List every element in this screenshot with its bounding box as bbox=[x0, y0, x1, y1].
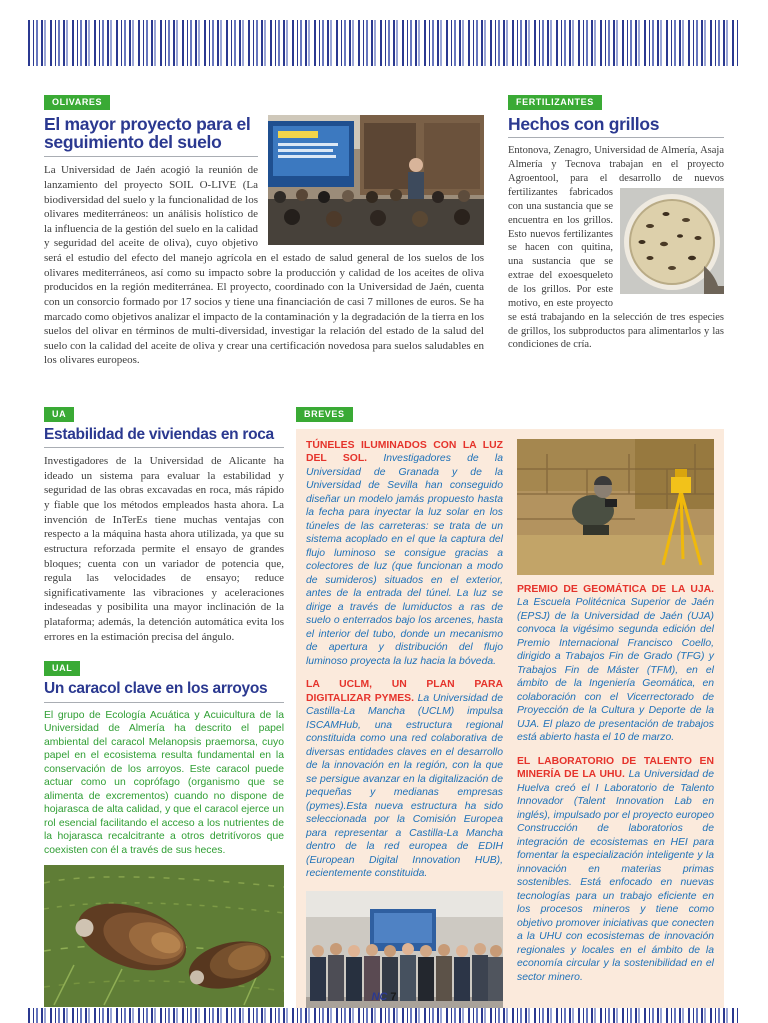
left-column bbox=[44, 404, 284, 1007]
decorative-stripes-bottom bbox=[28, 1008, 740, 1023]
snails-photo bbox=[44, 865, 284, 1007]
brief-uclm bbox=[306, 678, 503, 881]
conference-room-photo bbox=[268, 115, 484, 245]
article-title-ual: Un caracol clave en los arroyos bbox=[44, 681, 284, 703]
decorative-stripes-top bbox=[28, 20, 740, 66]
breves-column-left bbox=[306, 439, 503, 1023]
breves-section bbox=[296, 404, 724, 1023]
top-section bbox=[44, 92, 724, 392]
brief-uhu bbox=[517, 755, 714, 985]
article-title-ua: Estabilidad de viviendas en roca bbox=[44, 427, 284, 449]
article-fertilizantes bbox=[508, 92, 724, 352]
page-content bbox=[28, 66, 740, 1023]
brief-uja-body: La Escuela Politécnica Superior de Jaén (EPSJ) de la Universidad de Jaén (UJA) convoca la vigésimo segunda edición del Premio Internacional Francisco Coello, dirigido a Trabajos Fin de Grado (TFG) y Trabajos Fin de Máster (TFM), en el ámbito de la Ingeniería Geomática, en colaboración con el Vicerrectorado de Proyección de la Cultura y Deporte de la UJA. El plazo de presentación de trabajos está abierto hasta el 10 de marzo. bbox=[517, 597, 714, 744]
section-tag-breves: BREVES bbox=[296, 407, 353, 422]
brief-uhu-body: La Universidad de Huelva creó el I Laboratorio de Talento Innovador (Talent Innovation Lab en inglés), impulsado por el proyecto europeo Construcción de laboratorios de integración de ecosistemas en HEI para fomentar la especialización inteligente y la innovación en materias primas sostenibles. Está enfocado en nuevas tecnologías para un trabajo eficiente en los procesos mineros y tiene como objetivo promover iniciativas que conecten a la UHU con ecosistemas de innovación regionales y locales en el ámbito de la economía circular y la sostenibilidad en el sector minero. bbox=[517, 769, 714, 983]
page-number: 7 bbox=[390, 991, 397, 1003]
article-body-ual: El grupo de Ecología Acuática y Acuicultura de la Universidad de Almería ha descrito el papel ambiental del caracol Melanopsis praemorsa, cuyo papel en el ecosistema resulta fundamental en la conservación de los arroyos. Este caracol puede actuar como un coprófago (organismo que se alimenta de excrementos) cuando no dispone de hojarasca de alta calidad, y que el caracol ejerce un rol esencial facilitando el acceso a los nutrientes de la hojarasca recalcitrante a otros detritívoros que coexisten con él a través de sus heces. bbox=[44, 709, 284, 856]
article-ual bbox=[44, 658, 284, 1007]
brief-tuneles-title: TÚNELES ILUMINADOS CON LA LUZ DEL SOL. bbox=[306, 439, 503, 465]
article-olivares-inner bbox=[44, 115, 484, 369]
article-title-fertilizantes: Hechos con grillos bbox=[508, 115, 724, 139]
page-footer bbox=[0, 991, 768, 1003]
section-tag-fertilizantes: FERTILIZANTES bbox=[508, 95, 602, 110]
magazine-logo: NC bbox=[371, 991, 388, 1003]
article-body-ua: Investigadores de la Universidad de Alicante ha ideado un sistema para evaluar la estabilidad y seguridad de las obras excavadas en roca, más rápido y fiable que los métodos empleados hasta ahora. La invención de InTerEs tiene muchas ventajas con respecto a la máquina hasta ahora utilizada, ya que su estructura reforzada permite el ensayo de grandes bloques; cuenta con un variador de potencia que, regula las velocidades de ensayo; reduce significativamente las vibraciones y aceleraciones indeseadas y posibilita una mayor inclinación de la plataforma; además, la detención automática evita los errores en la estimación precisa del ángulo. bbox=[44, 455, 284, 643]
brief-uclm-body: La Universidad de Castilla-La Mancha (UCLM) impulsa ISCAMHub, una estructura regional constituida como una red colaborativa de diversas entidades claves en el desarrollo de la innovación en la región, con la que se persigue avanzar en la digitalización de pequeñas y medianas empresas (pymes).Esta nueva estructura ha sido seleccionada por la Comisión Europea para representar a Castilla-La Mancha dentro de la red europea de EDIH (European Digital Innovation HUB), recientemente constituida. bbox=[306, 692, 503, 880]
breves-box bbox=[296, 429, 724, 1023]
article-body-olivares: La Universidad de Jaén acogió la reunión de lanzamiento del proyecto SOIL O-LIVE (La biodiversidad del suelo y la funcionalidad de los olivares mediterráneos: un análisis holístico de la influencia de la gestión del suelo en la calidad y seguridad del aceite de oliva), cuyo objetivo será el estudio del efecto del manejo agrícola en el estado de salud general de los suelos de los olivares mediterráneos, así como su impacto sobre la producción y calidad de los aceites de oliva producidos en la región mediterránea. El proyecto, coordinado con la Universidad de Jaén, cuenta con un consorcio formado por 17 socios y tiene una financiación de casi 7 millones de euros. Se ha marcado como objetivos analizar el impacto de la contaminación y la degradación de la tierra en los suelos del olivar en términos de multi-diversidad, investigar la relación del estado de la salud del suelo con la calidad del aceite de oliva y crear una certificación novedosa para suelos saludables en los olivares europeos. bbox=[44, 164, 484, 367]
article-title-olivares: El mayor proyecto para el seguimiento del suelo bbox=[44, 115, 258, 158]
brief-tuneles bbox=[306, 439, 503, 669]
article-olivares bbox=[44, 92, 484, 368]
breves-column-right bbox=[517, 439, 714, 1023]
section-tag-ua: UA bbox=[44, 407, 74, 422]
brief-uja-title: PREMIO DE GEOMÁTICA DE LA UJA. bbox=[517, 583, 714, 595]
geomatics-field-photo bbox=[517, 439, 714, 575]
article-body-fertilizantes bbox=[508, 144, 724, 352]
fertilizantes-body-end: fertilizantes fabricados con una sustancia que se encuentra en los grillos. Esto nuevos fertilizantes se hacen con quitina, una sustancia que se extrae del exoesqueleto de los grillos. Por este motivo, en este proyecto se está trabajando en la selección de tres especies de grillos, los subproductos para alimentarlos y las condiciones de cría. bbox=[508, 186, 724, 351]
uclm-group-photo bbox=[306, 891, 503, 1023]
brief-uclm-title: LA UCLM, UN PLAN PARA DIGITALIZAR PYMES. bbox=[306, 679, 503, 704]
article-ua bbox=[44, 404, 284, 644]
brief-uja bbox=[517, 583, 714, 745]
section-tag-olivares: OLIVARES bbox=[44, 95, 110, 110]
crickets-dish-photo bbox=[620, 188, 724, 294]
brief-uhu-title: EL LABORATORIO DE TALENTO EN MINERÍA DE LA UHU. bbox=[517, 755, 714, 781]
fertilizantes-body-start: Entonova, Zenagro, Universidad de Almería, Asaja Almería y Tecnova trabajan en el proyecto Agroentool, para el desarrollo de nuevos bbox=[508, 145, 724, 185]
brief-tuneles-body: Investigadores de la Universidad de Granada y de la Universidad de Sevilla han conseguido diseñar un modelo jamás propuesto hasta la fecha para inyectar la luz solar en los túneles de las carreteras: se trata de un sistema acoplado en el que la captura del flujo luminoso se consigue gracias a colectores de luz (que funcionan a modo de sumideros) situados en el exterior, antes de la entrada del túnel. La luz se dirige a través de lumiductos a ras de suelo o enterrados bajo los arcenes, hasta el interior del tubo, donde un mecanismo de apertura y distribución del flujo luminoso proyecta la luz hacia la bóveda. bbox=[306, 453, 503, 667]
section-tag-ual: UAL bbox=[44, 661, 80, 676]
bottom-section bbox=[44, 404, 724, 1023]
